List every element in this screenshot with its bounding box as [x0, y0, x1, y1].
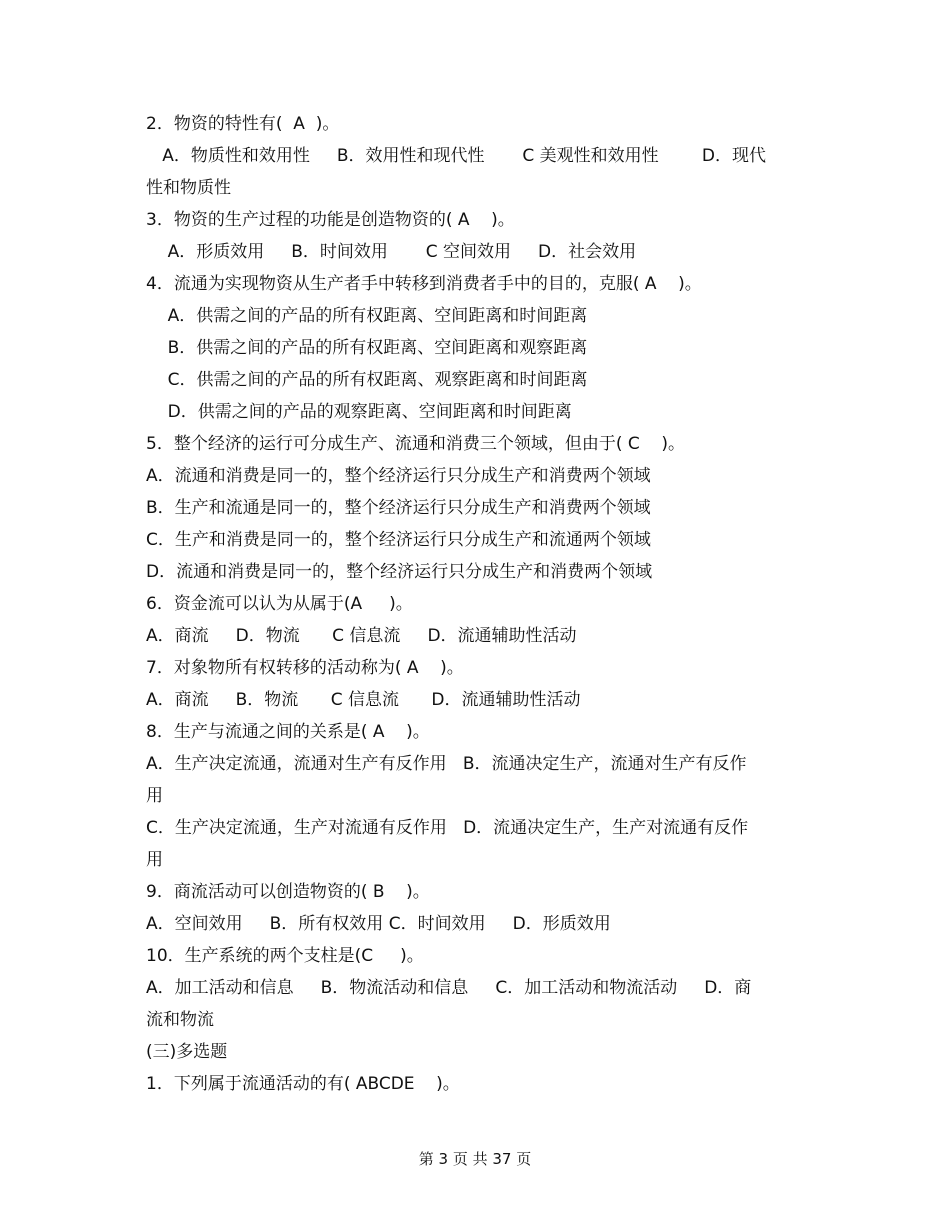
option-continuation-line: 用: [146, 850, 163, 870]
option-line: A．商流 D．物流 C 信息流 D．流通辅助性活动: [146, 626, 577, 646]
option-continuation-line: 流和物流: [146, 1010, 214, 1030]
document-body: [146, 108, 806, 1100]
option-line: A．形质效用 B．时间效用 C 空间效用 D．社会效用: [146, 242, 637, 262]
question-line: 5．整个经济的运行可分成生产、流通和消费三个领域，但由于( C )。: [146, 434, 685, 454]
option-line: A．加工活动和信息 B．物流活动和信息 C．加工活动和物流活动 D．商: [146, 978, 752, 998]
question-line: 10．生产系统的两个支柱是(C )。: [146, 946, 424, 966]
option-line: D．供需之间的产品的观察距离、空间距离和时间距离: [146, 402, 572, 422]
page-number-footer: 第 3 页 共 37 页: [418, 1150, 532, 1168]
option-line: A．物质性和效用性 B．效用性和现代性 C 美观性和效用性 D．现代: [146, 146, 766, 166]
question-line: 3．物资的生产过程的功能是创造物资的( A )。: [146, 210, 515, 230]
question-line: 6．资金流可以认为从属于(A )。: [146, 594, 413, 614]
option-line: A．商流 B．物流 C 信息流 D．流通辅助性活动: [146, 690, 581, 710]
option-line: B．供需之间的产品的所有权距离、空间距离和观察距离: [146, 338, 588, 358]
option-line: A．空间效用 B．所有权效用 C．时间效用 D．形质效用: [146, 914, 611, 934]
option-line: A．生产决定流通，流通对生产有反作用 B．流通决定生产，流通对生产有反作: [146, 754, 747, 774]
option-line: A．供需之间的产品的所有权距离、空间距离和时间距离: [146, 306, 588, 326]
option-line: A．流通和消费是同一的，整个经济运行只分成生产和消费两个领域: [146, 466, 651, 486]
option-line: B．生产和流通是同一的，整个经济运行只分成生产和消费两个领域: [146, 498, 651, 518]
option-line: C．生产和消费是同一的，整个经济运行只分成生产和流通两个领域: [146, 530, 651, 550]
question-line: 2．物资的特性有( A )。: [146, 114, 340, 134]
question-line: 4．流通为实现物资从生产者手中转移到消费者手中的目的，克服( A )。: [146, 274, 702, 294]
question-line: 1．下列属于流通活动的有( ABCDE )。: [146, 1074, 460, 1094]
question-line: 8．生产与流通之间的关系是( A )。: [146, 722, 430, 742]
option-continuation-line: 性和物质性: [146, 178, 231, 198]
section-heading: (三)多选题: [146, 1042, 228, 1062]
question-line: 9．商流活动可以创造物资的( B )。: [146, 882, 430, 902]
option-continuation-line: 用: [146, 786, 163, 806]
option-line: D．流通和消费是同一的，整个经济运行只分成生产和消费两个领域: [146, 562, 653, 582]
question-line: 7．对象物所有权转移的活动称为( A )。: [146, 658, 464, 678]
option-line: C．生产决定流通，生产对流通有反作用 D．流通决定生产，生产对流通有反作: [146, 818, 749, 838]
option-line: C．供需之间的产品的所有权距离、观察距离和时间距离: [146, 370, 588, 390]
